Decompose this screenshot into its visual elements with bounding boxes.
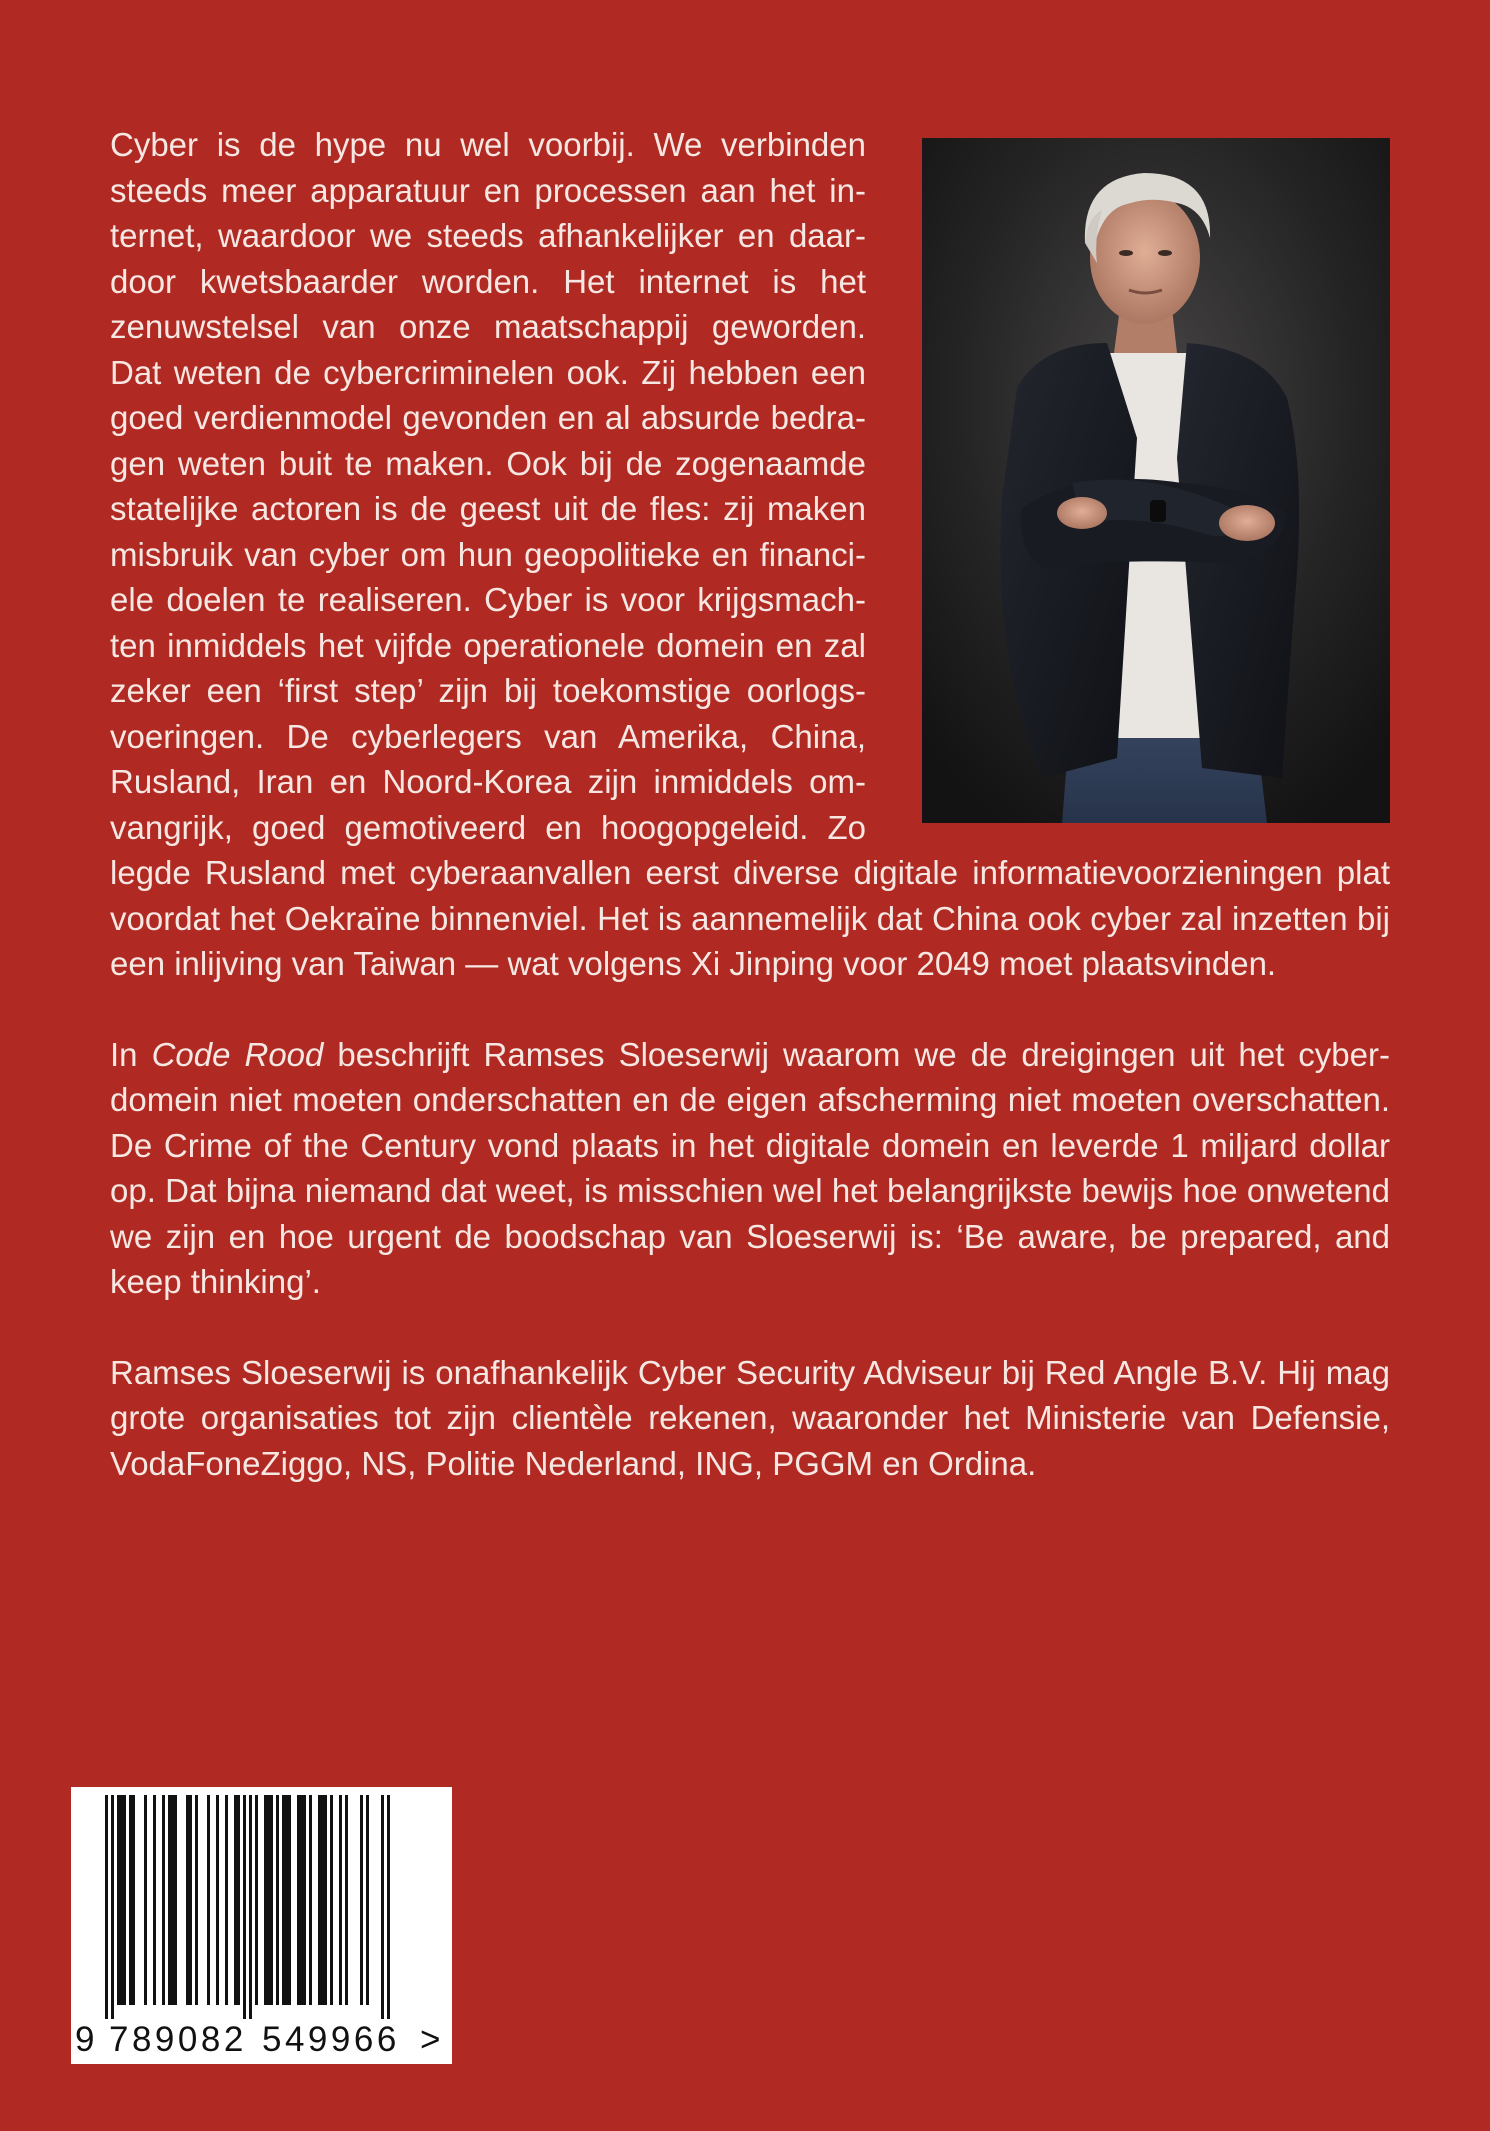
barcode-bar	[381, 1795, 384, 2019]
isbn-quiet-mark: >	[420, 2020, 444, 2059]
barcode-bar	[186, 1795, 189, 2005]
barcode-bar	[300, 1795, 303, 2005]
isbn-barcode	[71, 1787, 452, 2064]
barcode-bar	[195, 1795, 198, 2005]
blurb-text	[110, 122, 1390, 1486]
barcode-bar	[123, 1795, 126, 2005]
barcode-bar	[174, 1795, 177, 2005]
barcode-bar	[345, 1795, 348, 2005]
barcode-bar	[120, 1795, 123, 2005]
isbn-lead-digit: 9	[75, 2020, 98, 2059]
barcode-bar	[255, 1795, 258, 2005]
barcode-bar	[264, 1795, 267, 2005]
barcode-bar	[129, 1795, 132, 2005]
barcode-bar	[105, 1795, 108, 2019]
barcode-bars	[71, 1787, 452, 2019]
barcode-bar	[288, 1795, 291, 2005]
paragraph-author-bio: Ramses Sloeserwij is onafhankelijk Cyber Security Adviseur bij Red Angle B.V. Hij mag grote organisaties tot zijn clientèle rekenen, waaronder het Ministerie van Defensie, VodaFoneZiggo, NS, Politie Nederland, ING, PGGM en Ordina.	[110, 1353, 1390, 1482]
isbn-right-group: 549966	[262, 2020, 400, 2059]
barcode-bar	[324, 1795, 327, 2005]
barcode-bar	[366, 1795, 369, 2005]
barcode-bar	[360, 1795, 363, 2005]
book-title-inline: Code Rood	[151, 1035, 324, 1073]
barcode-bar	[318, 1795, 321, 2005]
barcode-bar	[303, 1795, 306, 2005]
isbn-left-group: 789082	[109, 2020, 247, 2059]
paragraph-summary	[110, 1032, 1390, 1305]
barcode-bar	[189, 1795, 192, 2005]
barcode-bar	[249, 1795, 252, 2019]
barcode-bar	[111, 1795, 114, 2019]
barcode-bar	[309, 1795, 312, 2005]
barcode-bar	[270, 1795, 273, 2005]
barcode-bar	[117, 1795, 120, 2005]
barcode-bar	[276, 1795, 279, 2005]
barcode-bar	[153, 1795, 156, 2005]
barcode-bar	[267, 1795, 270, 2005]
barcode-bar	[243, 1795, 246, 2019]
barcode-bar	[282, 1795, 285, 2005]
paragraph-intro: Cyber is de hype nu wel voorbij. We verbinden steeds meer apparatuur en processen aan het internet, waardoor we steeds afhankelijker en daardoor kwetsbaarder worden. Het internet is het zenuwstelsel van onze maatschappij geworden. Dat weten de cybercriminelen ook. Zij hebben een goed verdienmodel gevonden en al absurde bedragen weten buit te maken. Ook bij de zogenaamde statelijke actoren is de geest uit de fles: zij maken misbruik van cyber om hun geopolitieke en financiele doelen te realiseren. Cyber is voor krijgsmachten inmiddels het vijfde operationele domein en zal zeker een ‘first step’ zijn bij toekomstige oorlogsvoeringen. De cyberlegers van Amerika, China, Rusland, Iran en Noord-Korea zijn inmiddels omvangrijk, goed gemotiveerd en hoogopgeleid. Zo legde Rusland met cyberaanvallen eerst diverse digitale informatievoorzieningen plat voordat het Oekraïne binnenviel. Het is aannemelijk dat China ook cyber zal inzetten bij een inlijving van Taiwan — wat volgens Xi Jinping voor 2049 moet plaatsvinden.	[110, 126, 1390, 982]
barcode-bar	[216, 1795, 219, 2005]
barcode-bar	[144, 1795, 147, 2005]
barcode-bar	[330, 1795, 333, 2005]
barcode-bar	[171, 1795, 174, 2005]
author-photo	[922, 138, 1390, 823]
barcode-bar	[168, 1795, 171, 2005]
barcode-bar	[162, 1795, 165, 2005]
summary-prefix: In	[110, 1035, 152, 1073]
barcode-bar	[339, 1795, 342, 2005]
barcode-bar	[225, 1795, 228, 2005]
summary-text: beschrijft Ramses Sloeserwij waarom we de dreigingen uit het cyberdomein niet moeten onderschatten en de eigen afscherming niet moeten overschatten. De Crime of the Century vond plaats in het digitale domein en leverde 1 miljard dollar op. Dat bijna niemand dat weet, is misschien wel het belangrijkste bewijs hoe onwetend we zijn en hoe urgent de boodschap van Sloeserwij is: ‘Be aware, be prepared, and keep thinking’.	[110, 1035, 1391, 1300]
barcode-bar	[207, 1795, 210, 2005]
barcode-bar	[297, 1795, 300, 2005]
isbn-digits	[71, 2020, 452, 2060]
barcode-bar	[285, 1795, 288, 2005]
barcode-bar	[387, 1795, 390, 2019]
barcode-bar	[132, 1795, 135, 2005]
barcode-bar	[321, 1795, 324, 2005]
barcode-bar	[237, 1795, 240, 2005]
barcode-bar	[234, 1795, 237, 2005]
